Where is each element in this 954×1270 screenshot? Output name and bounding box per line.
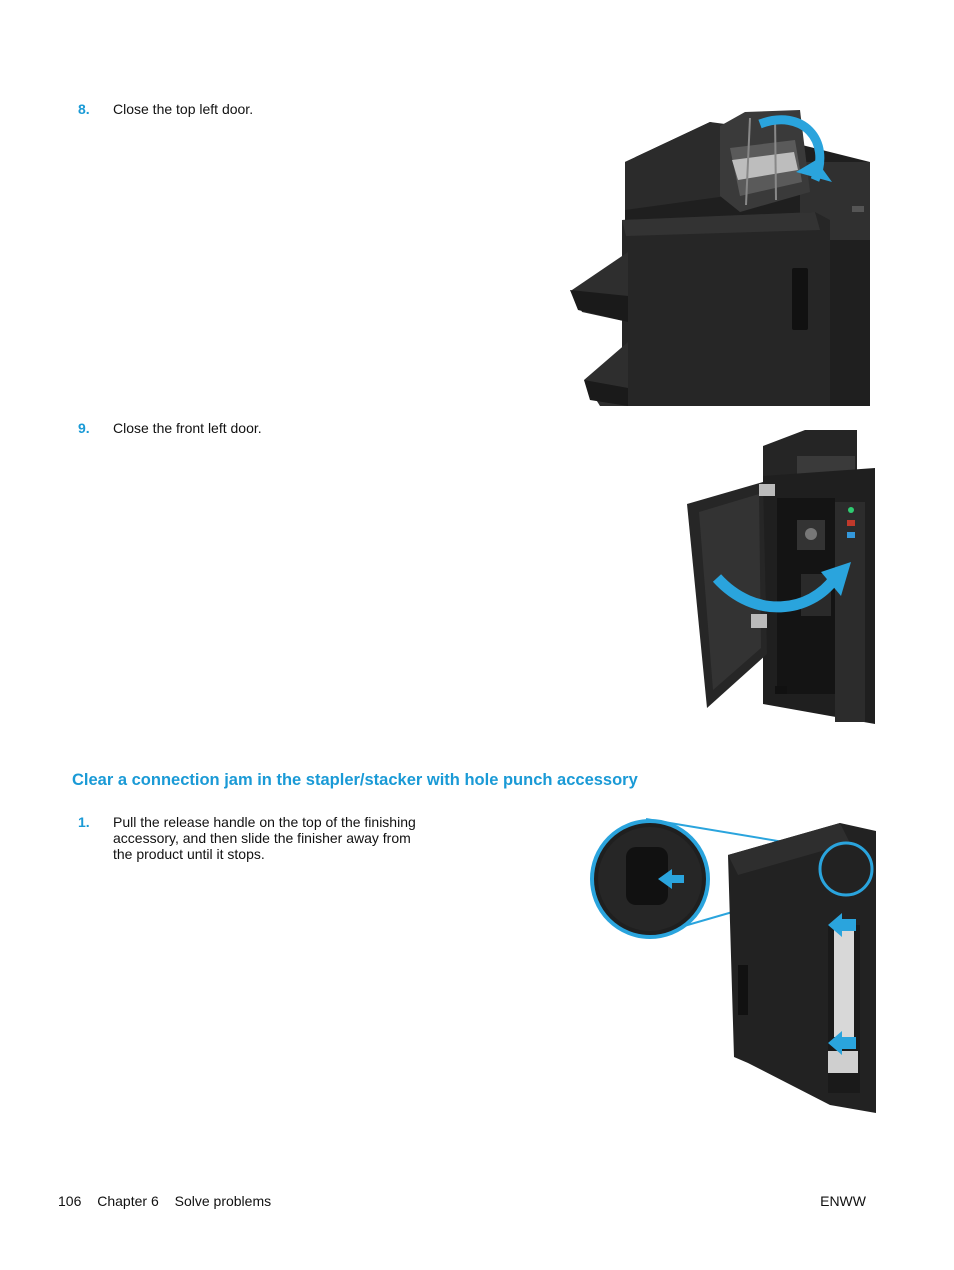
- step-number: 1.: [78, 814, 90, 830]
- step-text: Close the front left door.: [113, 420, 262, 436]
- section-heading: Clear a connection jam in the stapler/stacker with hole punch accessory: [72, 771, 638, 789]
- figure-close-front-left-door: [685, 428, 876, 724]
- step-number: 8.: [78, 101, 90, 117]
- figure-pull-release-handle: [588, 815, 876, 1113]
- chapter-title: Solve problems: [174, 1193, 272, 1209]
- page-footer-left: [58, 1193, 283, 1209]
- step-text-line: Pull the release handle on the top of the finishing: [113, 814, 416, 830]
- step-text: [113, 814, 416, 862]
- step-text-line: the product until it stops.: [113, 846, 265, 862]
- step-number: 9.: [78, 420, 90, 436]
- chapter-label: Chapter 6: [97, 1193, 159, 1209]
- step-text: Close the top left door.: [113, 101, 254, 117]
- doc-code: ENWW: [820, 1193, 866, 1209]
- page-number: 106: [58, 1193, 82, 1209]
- step-text-line: accessory, and then slide the finisher away from: [113, 830, 411, 846]
- figure-close-top-left-door: [570, 100, 876, 407]
